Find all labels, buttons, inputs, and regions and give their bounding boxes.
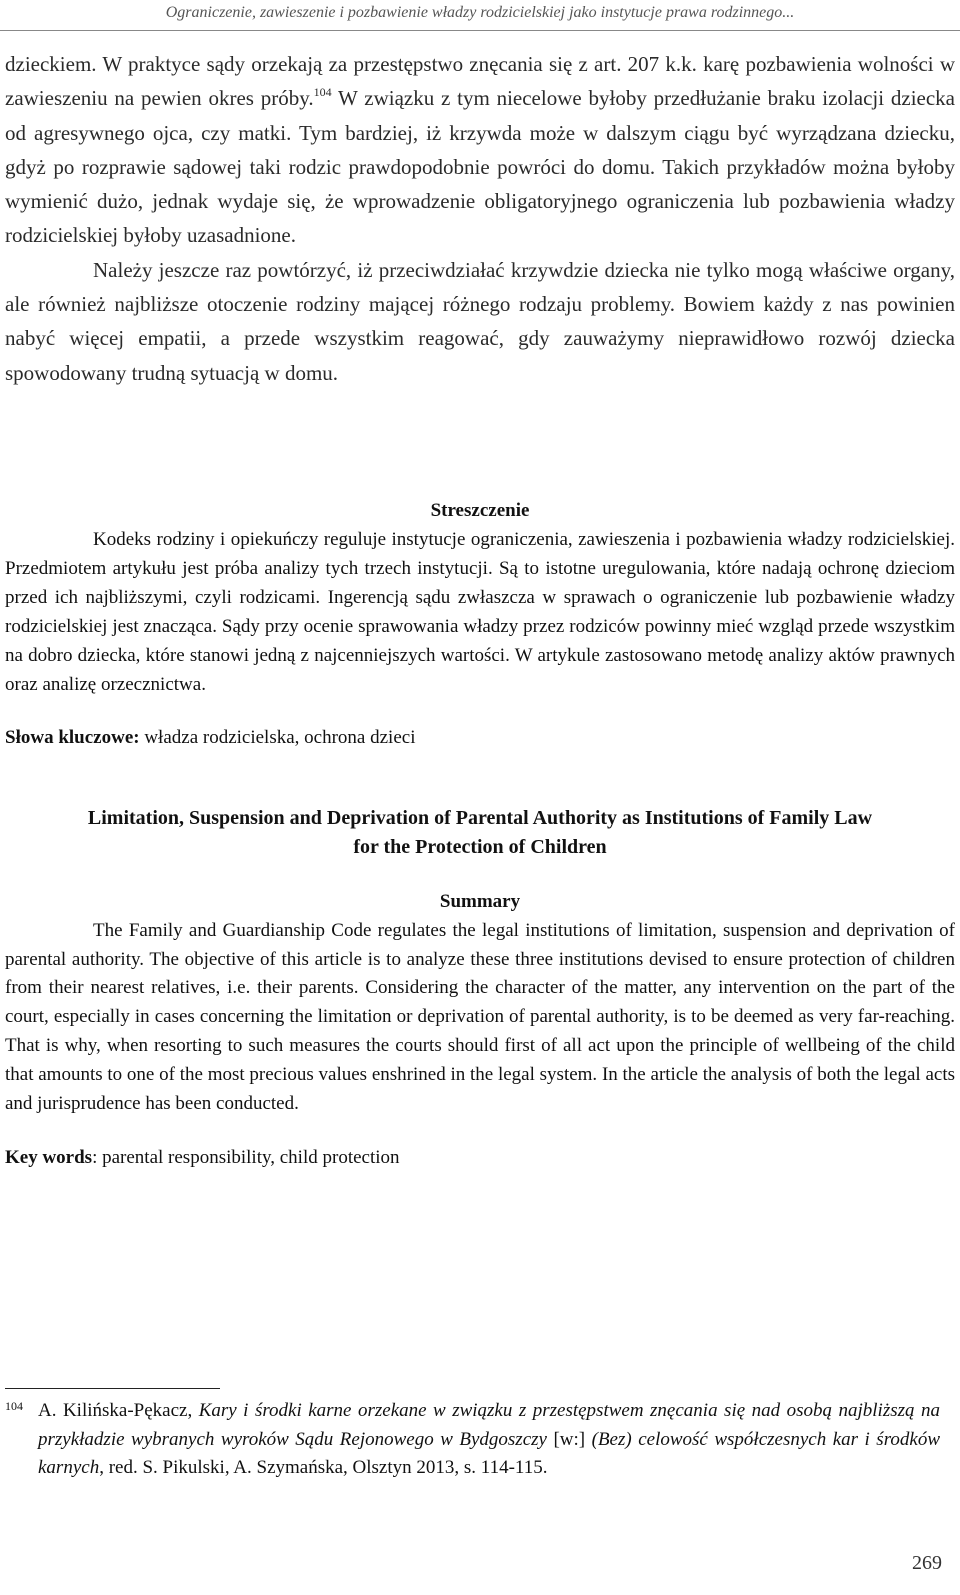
footnote-text — [38, 1397, 940, 1483]
footnote-article-title: Kary i środki karne orzekane w związku z przestępstwem znęcania się nad osobą najbliższą na przykładzie wybranych wyroków Sądu Rejonowego w Bydgoszczy — [38, 1400, 941, 1450]
footnote-in: [w:] — [546, 1428, 592, 1450]
body-paragraph-1-part-b: W związku z tym niecelowe byłoby przedłużanie braku izolacji dziecka od agresywnego ojca, czy matki. Tym bardziej, iż krzywda może w dalszym ciągu być wyrządzana dziecku, gdyż po rozprawie sądowej taki rodzic prawdopodobnie powróci do domu. Takich przykładów można byłoby wymienić dużo, jednak wydaje się, że wprowadzenie obligatoryjnego ograniczenia lub pozbawienia władzy rodzicielskiej byłoby uzasadnione. — [5, 86, 955, 248]
summary-text: The Family and Guardianship Code regulates the legal institutions of limitation, suspension and deprivation of parental authority. The objective of this article is to analyze these three institutions devised to ensure protection of children from their nearest relatives, i.e. their parents. Considering the character of the matter, any intervention on the part of the court, especially in cases concerning the limitation or deprivation of parental authority, is to be deemed as very far-reaching. That is why, when resorting to such measures the courts should first of all act upon the principle of wellbeing of the child that amounts to one of the most precious values enshrined in the legal system. In the article the analysis of both the legal acts and jurisprudence has been conducted. — [5, 919, 955, 1114]
summary-heading: Summary — [439, 891, 521, 912]
summary-section — [5, 888, 955, 1172]
body-text — [5, 47, 955, 390]
streszczenie-section — [5, 496, 955, 752]
footnote-reference[interactable]: 104 — [313, 85, 332, 100]
english-keywords — [5, 1143, 955, 1172]
body-paragraph-2: Należy jeszcze raz powtórzyć, iż przeciwdziałać krzywdzie dziecka nie tylko mogą właściwe organy, ale również najbliższe otoczenie rodziny mającej różnego rodzaju problemy. Bowiem każdy z nas powinien nabyć więcej empatii, a przede wszystkim reagować, gdy zauważymy nieprawidłowo rozwój dziecka spowodowany trudną sytuacją w domu. — [5, 257, 955, 385]
polish-keywords-label: Słowa kluczowe: — [5, 727, 140, 748]
english-title — [5, 804, 955, 862]
footnote — [5, 1397, 940, 1483]
streszczenie-heading: Streszczenie — [430, 500, 530, 521]
footnote-rest: , red. S. Pikulski, A. Szymańska, Olsztyn 2013, s. 114-115. — [99, 1457, 548, 1478]
streszczenie-text: Kodeks rodziny i opiekuńczy reguluje instytucje ograniczenia, zawieszenia i pozbawienia władzy rodzicielskiej. Przedmiotem artykułu jest próba analizy tych trzech instytucji. Są to istotne uregulowania, które nadają ochronę dzieciom przed ich najbliższymi, czyli rodzicami. Ingerencją sądu zwłaszcza w sprawach o ograniczenie lub pozbawienie władzy rodzicielskiej jest znacząca. Sądy przy ocenie sprawowania władzy przez rodziców powinny mieć wzgląd przede wszystkim na dobro dziecka, które stanowi jedną z najcenniejszych wartości. W artykule zastosowano metodę analizy aktów prawnych oraz analizę orzecznictwa. — [5, 529, 955, 695]
page-number: 269 — [912, 1552, 942, 1574]
body-paragraph-1 — [5, 47, 955, 253]
body-paragraph-1-part-a: dzieckiem. W praktyce sądy orzekają za przestępstwo znęcania się z art. 207 k.k. karę pozbawienia wolności w zawieszeniu na pewien okres próby. — [5, 52, 955, 111]
english-keywords-value: : parental responsibility, child protection — [92, 1147, 400, 1169]
footnote-book-title: (Bez) celowość współczesnych kar i środków karnych — [38, 1428, 940, 1478]
english-title-line-1: Limitation, Suspension and Deprivation of Parental Authority as Institutions of Family Law — [87, 807, 873, 829]
footnote-divider — [5, 1388, 220, 1389]
header-divider — [0, 30, 960, 31]
polish-keywords-value: władza rodzicielska, ochrona dzieci — [139, 727, 416, 748]
running-header: Ograniczenie, zawieszenie i pozbawienie władzy rodzicielskiej jako instytucje prawa rodzinnego... — [165, 4, 795, 21]
polish-keywords — [5, 723, 955, 752]
footnote-number: 104 — [5, 1399, 23, 1413]
footnote-author: A. Kilińska-Pękacz, — [38, 1400, 199, 1421]
english-keywords-label: Key words — [5, 1147, 93, 1169]
english-title-line-2: for the Protection of Children — [353, 836, 607, 858]
